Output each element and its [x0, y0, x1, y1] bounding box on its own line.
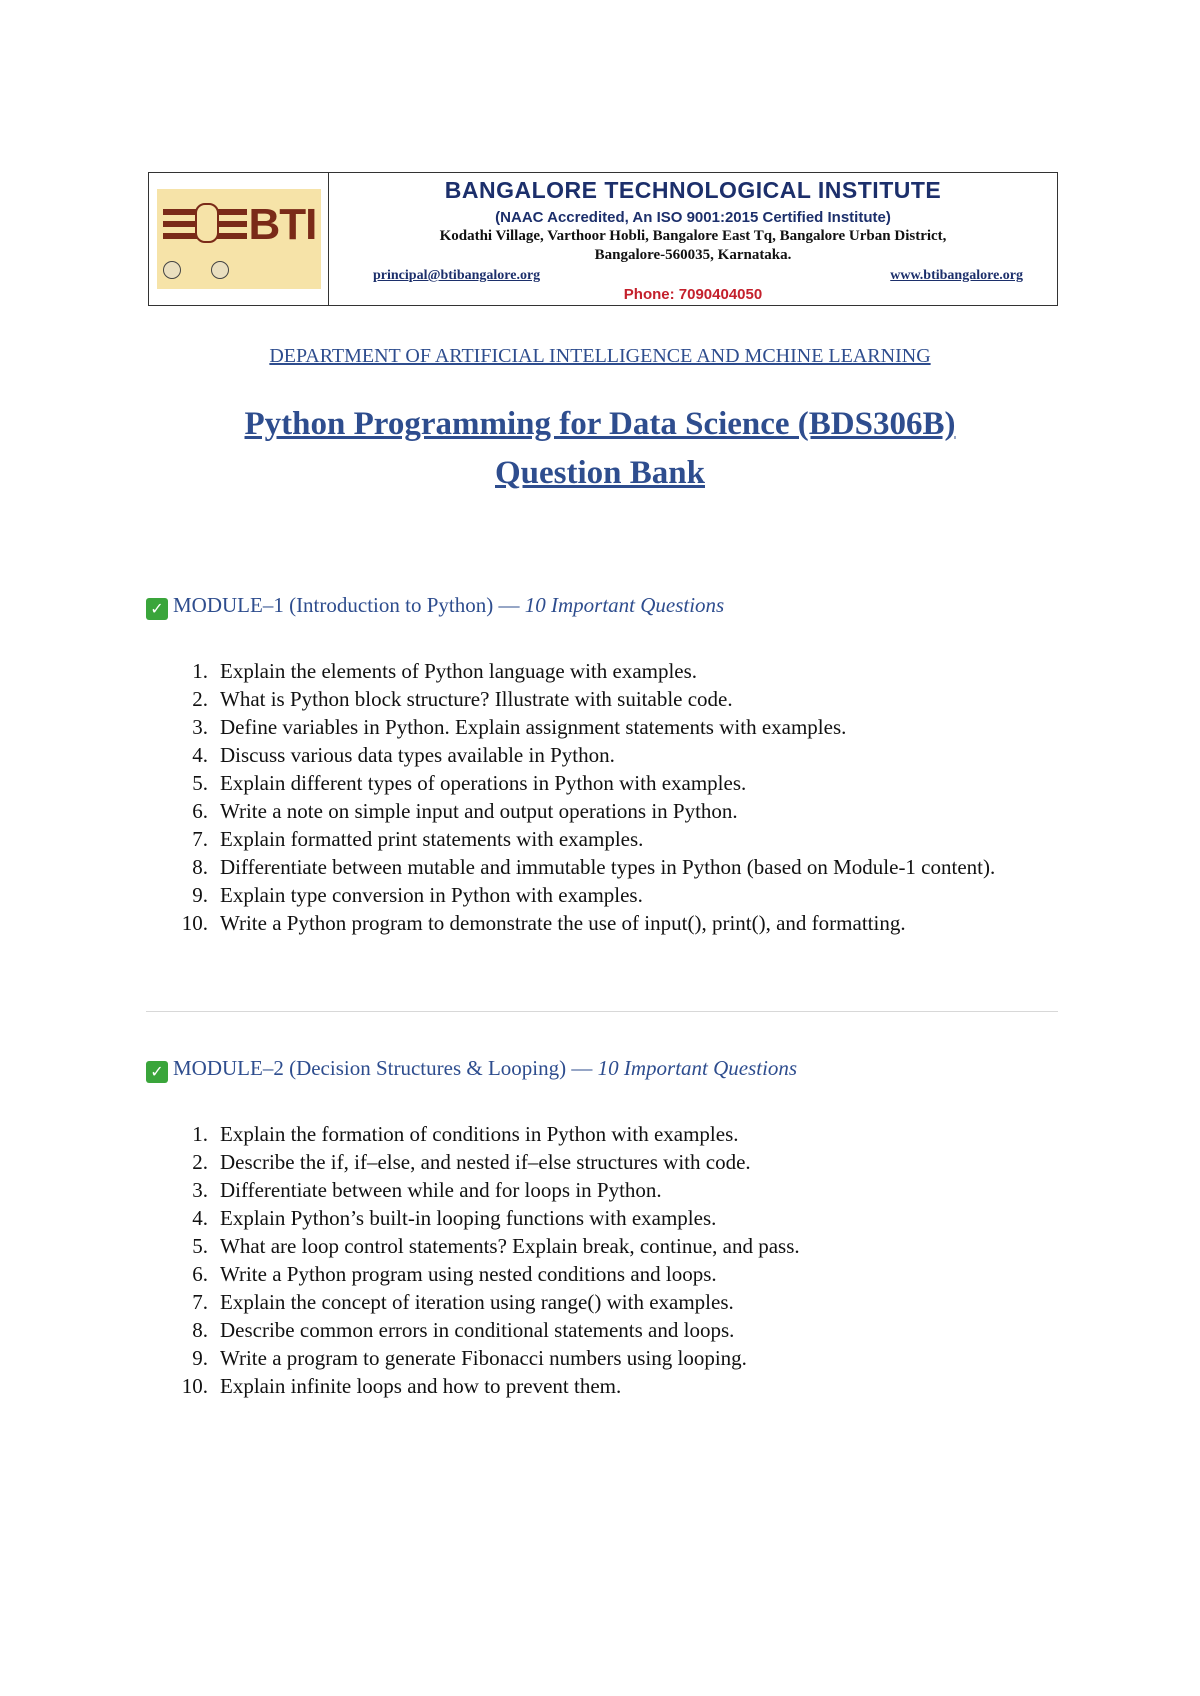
- title-line: Python Programming for Data Science (BDS306B): [244, 406, 956, 442]
- list-item: 4. Discuss various data types available in Python.: [192, 743, 615, 767]
- list-item: 9. Write a program to generate Fibonacci numbers using looping.: [192, 1346, 747, 1370]
- module-1-questions: [148, 657, 1048, 937]
- website-link[interactable]: www.btibangalore.org: [890, 268, 1023, 283]
- list-item: 4. Explain Python’s built-in looping functions with examples.: [192, 1206, 717, 1230]
- list-item: 5. What are loop control statements? Explain break, continue, and pass.: [192, 1234, 800, 1258]
- module-subtitle: 10 Important Questions: [597, 1056, 798, 1080]
- list-item: 8. Describe common errors in conditional statements and loops.: [192, 1318, 735, 1342]
- list-item: 2. Describe the if, if–else, and nested if–else structures with code.: [192, 1150, 751, 1174]
- institute-info: [329, 173, 1057, 305]
- list-item: 7. Explain the concept of iteration using range() with examples.: [192, 1290, 734, 1314]
- module-2-heading: [146, 1056, 797, 1083]
- list-item: 8. Differentiate between mutable and immutable types in Python (based on Module-1 content).: [192, 855, 996, 879]
- department-heading: DEPARTMENT OF ARTIFICIAL INTELLIGENCE AND MCHINE LEARNING: [269, 345, 931, 367]
- list-item: 3. Define variables in Python. Explain assignment statements with examples.: [192, 715, 847, 739]
- institute-header: [148, 172, 1058, 306]
- title-line: Question Bank: [495, 455, 705, 491]
- module-2-questions: [148, 1120, 1048, 1400]
- accreditation: (NAAC Accredited, An ISO 9001:2015 Certified Institute): [495, 209, 891, 226]
- emblem-icon: [195, 203, 219, 243]
- list-item: 9. Explain type conversion in Python with examples.: [192, 883, 643, 907]
- seal-icon: [211, 261, 229, 279]
- address-line: Bangalore-560035, Karnataka.: [594, 247, 792, 263]
- module-1-heading: [146, 593, 724, 620]
- check-icon: ✓: [146, 598, 168, 620]
- phone-number: Phone: 7090404050: [623, 286, 763, 303]
- section-divider: [146, 1011, 1058, 1012]
- list-item: 1. Explain the formation of conditions in Python with examples.: [192, 1122, 739, 1146]
- institute-name: BANGALORE TECHNOLOGICAL INSTITUTE: [444, 177, 942, 203]
- seal-icon: [163, 261, 181, 279]
- list-item: 5. Explain different types of operations in Python with examples.: [192, 771, 747, 795]
- bti-logo: [157, 189, 321, 289]
- list-item: 7. Explain formatted print statements with examples.: [192, 827, 644, 851]
- list-item: 2. What is Python block structure? Illustrate with suitable code.: [192, 687, 733, 711]
- check-icon: ✓: [146, 1061, 168, 1083]
- list-item: 1. Explain the elements of Python language with examples.: [192, 659, 698, 683]
- logo-cell: [149, 173, 329, 305]
- module-subtitle: 10 Important Questions: [524, 593, 725, 617]
- logo-text: BTI: [248, 200, 317, 249]
- list-item: 6. Write a note on simple input and output operations in Python.: [192, 799, 738, 823]
- address-line: Kodathi Village, Varthoor Hobli, Bangalore East Tq, Bangalore Urban District,: [439, 228, 947, 244]
- list-item: 6. Write a Python program using nested conditions and loops.: [192, 1262, 717, 1286]
- address: [329, 227, 1057, 265]
- list-item: 3. Differentiate between while and for loops in Python.: [192, 1178, 662, 1202]
- page-title: [0, 400, 1200, 498]
- module-title: MODULE–2 (Decision Structures & Looping) —: [173, 1056, 598, 1080]
- list-item: 10. Write a Python program to demonstrate the use of input(), print(), and formatting.: [181, 911, 906, 935]
- email-link[interactable]: principal@btibangalore.org: [373, 268, 541, 283]
- list-item: 10. Explain infinite loops and how to prevent them.: [181, 1374, 622, 1398]
- module-title: MODULE–1 (Introduction to Python) —: [173, 593, 525, 617]
